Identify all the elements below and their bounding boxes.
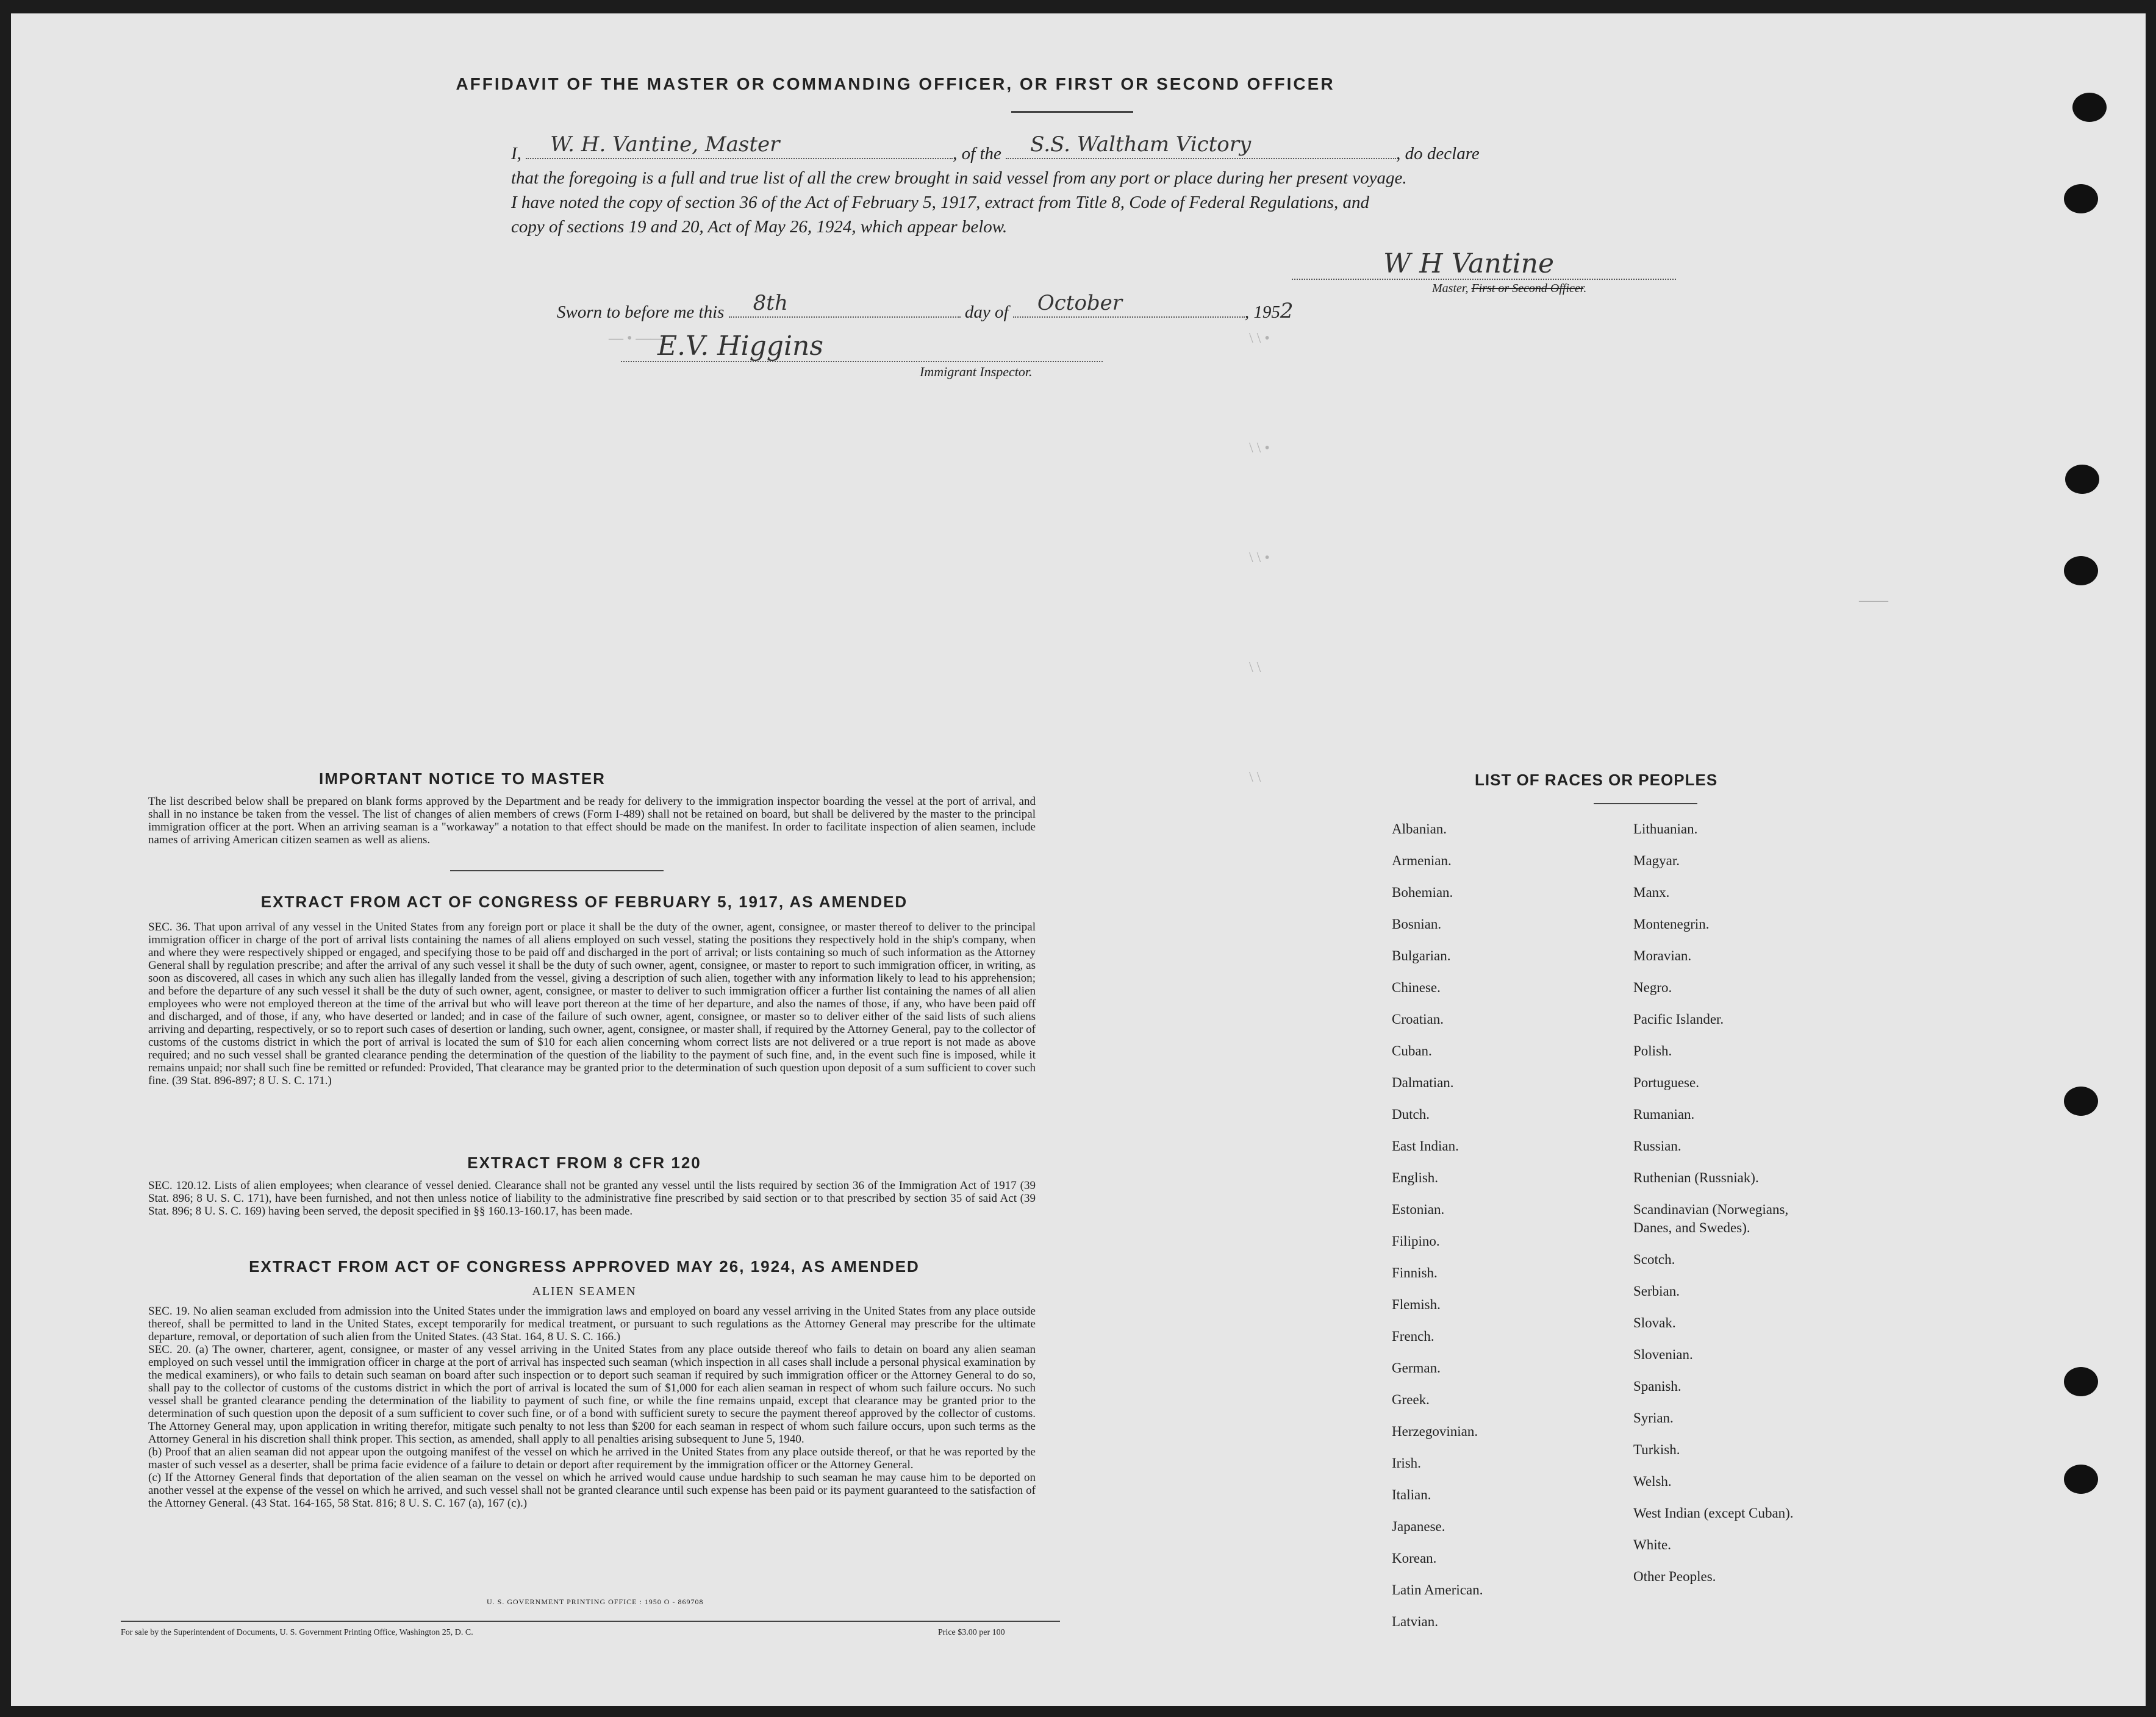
master-signature: W H Vantine (1383, 248, 1555, 279)
race-item: Armenian. (1392, 853, 1452, 868)
race-item: Finnish. (1392, 1265, 1438, 1280)
races-divider (1594, 803, 1697, 804)
punch-hole (2065, 465, 2099, 494)
race-item: Rumanian. (1633, 1107, 1695, 1122)
do-declare-label: , do declare (1396, 144, 1480, 163)
officer-name-value: W. H. Vantine, Master (550, 132, 780, 157)
declaration-line-4: copy of sections 19 and 20, Act of May 26, 1924, which appear below. (511, 217, 1008, 237)
affidavit-title: AFFIDAVIT OF THE MASTER OR COMMANDING OFFICER, OR FIRST OR SECOND OFFICER (456, 74, 1335, 93)
race-item: Chinese. (1392, 980, 1441, 995)
gpo-imprint: U. S. GOVERNMENT PRINTING OFFICE : 1950 O - 869708 (487, 1597, 704, 1606)
footer-rule (121, 1621, 1060, 1622)
race-item: Korean. (1392, 1551, 1437, 1566)
extract-1917-heading: EXTRACT FROM ACT OF CONGRESS OF FEBRUARY 5, 1917, AS AMENDED (260, 893, 908, 911)
bleed-through-mark: \ \ • (1249, 440, 1270, 456)
race-item: Latvian. (1392, 1614, 1438, 1629)
year-prefix: , 195 (1244, 302, 1280, 322)
race-item: Bosnian. (1392, 916, 1442, 932)
race-item: West Indian (except Cuban). (1633, 1505, 1794, 1521)
caption-master: Master, (1432, 282, 1469, 295)
race-item: Serbian. (1633, 1283, 1680, 1299)
race-item: Syrian. (1633, 1410, 1674, 1426)
races-right-column (1633, 813, 1794, 1593)
sworn-day-value: 8th (753, 291, 788, 315)
day-of-label: day of (964, 302, 1009, 322)
officer-name-field (526, 132, 953, 159)
vessel-value: S.S. Waltham Victory (1030, 132, 1252, 157)
of-the-label: , of the (953, 144, 1001, 163)
race-item: White. (1633, 1537, 1671, 1552)
race-item: Danes, and Swedes). (1633, 1220, 1750, 1235)
race-item: Ruthenian (Russniak). (1633, 1170, 1759, 1185)
punch-hole (2064, 1367, 2098, 1396)
race-item: Flemish. (1392, 1297, 1441, 1312)
bleed-through-mark: \ \ • (1249, 330, 1270, 346)
races-heading: LIST OF RACES OR PEOPLES (1475, 771, 1718, 789)
bleed-through-mark: —— (1859, 593, 1888, 609)
footer-price: Price $3.00 per 100 (938, 1628, 1005, 1637)
race-item: Polish. (1633, 1043, 1672, 1058)
inspector-caption: Immigrant Inspector. (920, 364, 1033, 379)
bleed-through-mark: \ \ • (1249, 550, 1270, 566)
race-item: Albanian. (1392, 821, 1447, 837)
race-item: Dutch. (1392, 1107, 1430, 1122)
caption-struck: First or Second Officer (1471, 282, 1584, 295)
sec-20a-text: SEC. 20. (a) The owner, charterer, agent, consignee, or master of any vessel arriving in the United States from any place outside thereof who fails to detain on board any alien seaman employed on such vessel until the immigration officer in charge at the port of arrival has inspected such seaman (which inspection in all cases shall include a personal physical examination by the medical examiners), or who fails to detain such seaman on board after such inspection or to deport such seaman if required by such immigration officer or the Attorney General to do so, shall pay to the collector of customs of the customs district in which the port of arrival is located the sum of $1,000 for each alien seaman in respect of whom such failure occurs. No such vessel shall be granted clearance pending the determination of the liability to payment of such fine, or while the fine remains unpaid, except that clearance may be granted prior to the determination of such question upon the deposit of a sum sufficient to cover such fine, or of a bond with sufficient surety to secure the payment thereof approved by the collector of customs. The Attorney General may, upon application in writing therefor, mitigate such penalty to not less than $200 for each seaman in respect of whom such failure occurs, upon such terms as the Attorney General in his discretion shall think proper. This section, as amended, shall apply to all penalties arising subsequent to June 5, 1940. (148, 1343, 1036, 1446)
race-item: Montenegrin. (1633, 916, 1710, 932)
inspector-signature: E.V. Higgins (657, 330, 823, 362)
alien-seamen-subheading: ALIEN SEAMEN (532, 1285, 637, 1298)
punch-hole (2064, 556, 2098, 585)
race-item: Filipino. (1392, 1233, 1440, 1249)
race-item: Slovenian. (1633, 1347, 1693, 1362)
extract-1924-heading: EXTRACT FROM ACT OF CONGRESS APPROVED MAY 26, 1924, AS AMENDED (249, 1257, 920, 1276)
race-item: Italian. (1392, 1487, 1431, 1502)
year-suffix: 2 (1280, 299, 1294, 323)
punch-hole (2064, 1087, 2098, 1116)
sworn-line (557, 291, 1472, 324)
race-item: Bulgarian. (1392, 948, 1451, 963)
race-item: Moravian. (1633, 948, 1692, 963)
sec-20b-text: (b) Proof that an alien seaman did not appear upon the outgoing manifest of the vessel on which he arrived in the United States from any place outside thereof, or that he was reported by the master of such vessel as a deserter, shall be prima facie evidence of a failure to detain or deport after requirement by the immigration officer or the Attorney General. (148, 1446, 1036, 1471)
bleed-through-mark: \ \ (1249, 769, 1261, 785)
race-item: Cuban. (1392, 1043, 1432, 1058)
race-item: Portuguese. (1633, 1075, 1699, 1090)
race-item: Negro. (1633, 980, 1672, 995)
signature-caption (1432, 282, 1586, 296)
race-item: Russian. (1633, 1138, 1681, 1154)
i-label: I, (511, 144, 521, 163)
race-item: Lithuanian. (1633, 821, 1698, 837)
sworn-label: Sworn to before me this (557, 302, 725, 322)
bleed-through-mark: — • —— (609, 330, 665, 346)
sworn-month-field (1013, 291, 1245, 318)
extract-cfr-heading: EXTRACT FROM 8 CFR 120 (467, 1154, 701, 1172)
bleed-through-mark: \ \ (1249, 660, 1261, 676)
race-item: Dalmatian. (1392, 1075, 1454, 1090)
race-item: Welsh. (1633, 1474, 1672, 1489)
caption-end: . (1583, 282, 1587, 295)
sworn-day-field (729, 291, 961, 318)
race-item: Latin American. (1392, 1582, 1483, 1597)
sworn-month-value: October (1037, 291, 1123, 315)
sec-19-text: SEC. 19. No alien seaman excluded from admission into the United States under the immigration laws and employed on board any vessel arriving in the United States from any place outside thereof, shall be permitted to land in the United States, except temporarily for medical treatment, or pursuant to such regulations as the Attorney General may prescribe for the ultimate departure, removal, or deportation of such alien from the United States. (43 Stat. 164, 8 U. S. C. 166.) (148, 1305, 1036, 1343)
race-item: Slovak. (1633, 1315, 1676, 1330)
punch-hole (2064, 184, 2098, 213)
race-item: Pacific Islander. (1633, 1012, 1724, 1027)
race-item: German. (1392, 1360, 1441, 1376)
notice-text: The list described below shall be prepared on blank forms approved by the Department and be ready for delivery to the immigration inspector boarding the vessel at the port of arrival, and shall in no instance be taken from the vessel. The list of changes of alien members of crews (Form I-489) shall not be retained on board, but shall be delivered by the master to the principal immigration officer at the port. When an arriving seaman is a "workaway" a notation to that effect should be made on the manifest. In order to facilitate inspection of alien seamen, include names of arriving American citizen seamen as well as aliens. (148, 795, 1036, 846)
race-item: Turkish. (1633, 1442, 1680, 1457)
race-item: Scandinavian (Norwegians, (1633, 1202, 1789, 1217)
race-item: Spanish. (1633, 1379, 1681, 1394)
race-item: East Indian. (1392, 1138, 1459, 1154)
declaration-line-3: I have noted the copy of section 36 of the Act of February 5, 1917, extract from Title 8, Code of Federal Regulations, and (511, 193, 1370, 212)
master-signature-line (1292, 279, 1676, 280)
affidavit-page (11, 13, 2146, 1706)
vessel-field (1006, 132, 1396, 159)
race-item: Herzegovinian. (1392, 1424, 1478, 1439)
notice-heading: IMPORTANT NOTICE TO MASTER (319, 769, 606, 788)
race-item: Irish. (1392, 1455, 1421, 1471)
race-item: Manx. (1633, 885, 1670, 900)
declaration-line-2: that the foregoing is a full and true list of all the crew brought in said vessel from any port or place during her present voyage. (511, 168, 1407, 188)
extract-1924-text (148, 1305, 1036, 1510)
notice-divider (450, 870, 664, 871)
punch-hole (2064, 1465, 2098, 1494)
title-divider (1011, 111, 1133, 113)
sec-20c-text: (c) If the Attorney General finds that deportation of the alien seaman on the vessel on which he arrived would cause undue hardship to such seaman he may cause him to be deported on another vessel at the expense of the vessel on which he arrived, and such vessel shall not be granted clearance until such expense has been paid or its payment guaranteed to the satisfaction of the Attorney General. (43 Stat. 164-165, 58 Stat. 816; 8 U. S. C. 167 (a), 167 (c).) (148, 1471, 1036, 1510)
race-item: French. (1392, 1329, 1434, 1344)
punch-hole (2072, 93, 2107, 122)
races-left-column (1392, 813, 1483, 1638)
race-item: Greek. (1392, 1392, 1430, 1407)
race-item: Scotch. (1633, 1252, 1675, 1267)
race-item: Magyar. (1633, 853, 1680, 868)
race-item: Japanese. (1392, 1519, 1445, 1534)
declaration-line-1 (511, 132, 1731, 166)
race-item: Estonian. (1392, 1202, 1445, 1217)
race-item: Bohemian. (1392, 885, 1453, 900)
race-item: Other Peoples. (1633, 1569, 1716, 1584)
extract-cfr-text: SEC. 120.12. Lists of alien employees; when clearance of vessel denied. Clearance shall not be granted any vessel until the lists required by section 36 of the Immigration Act of 1917 (39 Stat. 896; 8 U. S. C. 171), have been furnished, and not then unless notice of liability to the administrative fine prescribed by said section or to that prescribed by section 35 of said Act (39 Stat. 896; 8 U. S. C. 169) having been served, the deposit specified in §§ 160.13-160.17, has been made. (148, 1179, 1036, 1218)
extract-1917-text: SEC. 36. That upon arrival of any vessel in the United States from any foreign port or place it shall be the duty of the owner, agent, consignee, or master thereof to deliver to the principal immigration officer in charge of the port of arrival lists containing the names of all aliens employed on such vessel, stating the positions they respectively hold in the ship's company, when and where they were respectively shipped or engaged, and specifying those to be paid off and discharged in the port of arrival; or lists containing so much of such information as the Attorney General shall by regulation prescribe; and after the arrival of any such vessel it shall be the duty of such owner, agent, consignee, or master to report to such immigration officer, in writing, as soon as discovered, all cases in which any such alien has illegally landed from the vessel, giving a description of such alien, together with any information likely to lead to his apprehension; and before the departure of any such vessel it shall be the duty of such owner, agent, consignee, or master to deliver to such immigration officer a further list containing the names of all alien employees who were not employed thereon at the time of the arrival but who will leave port thereon at the time of her departure, and also the names of those, if any, who have been paid off and discharged, and of those, if any, who have deserted or landed; and in case of the failure of such owner, agent, consignee, or master so to deliver either of the said lists of such aliens arriving and departing, respectively, or so to report such cases of desertion or landing, such owner, agent, consignee, or master shall, if required by the Attorney General, pay to the collector of customs of the customs district in which the port of arrival is located the sum of $10 for each alien concerning whom correct lists are not delivered or a true report is not made as above required; and no such vessel shall be granted clearance pending the determination of the question of the liability to the payment of such fine, and, in the event such fine is imposed, while it remains unpaid; nor shall such fine be remitted or refunded: Provided, That clearance may be granted prior to the determination of such question upon deposit of a sum sufficient to cover such fine. (39 Stat. 896-897; 8 U. S. C. 171.) (148, 921, 1036, 1087)
race-item: Croatian. (1392, 1012, 1444, 1027)
race-item: English. (1392, 1170, 1439, 1185)
footer-sale-text: For sale by the Superintendent of Documents, U. S. Government Printing Office, Washington 25, D. C. (121, 1628, 473, 1637)
inspector-signature-line (621, 361, 1103, 362)
